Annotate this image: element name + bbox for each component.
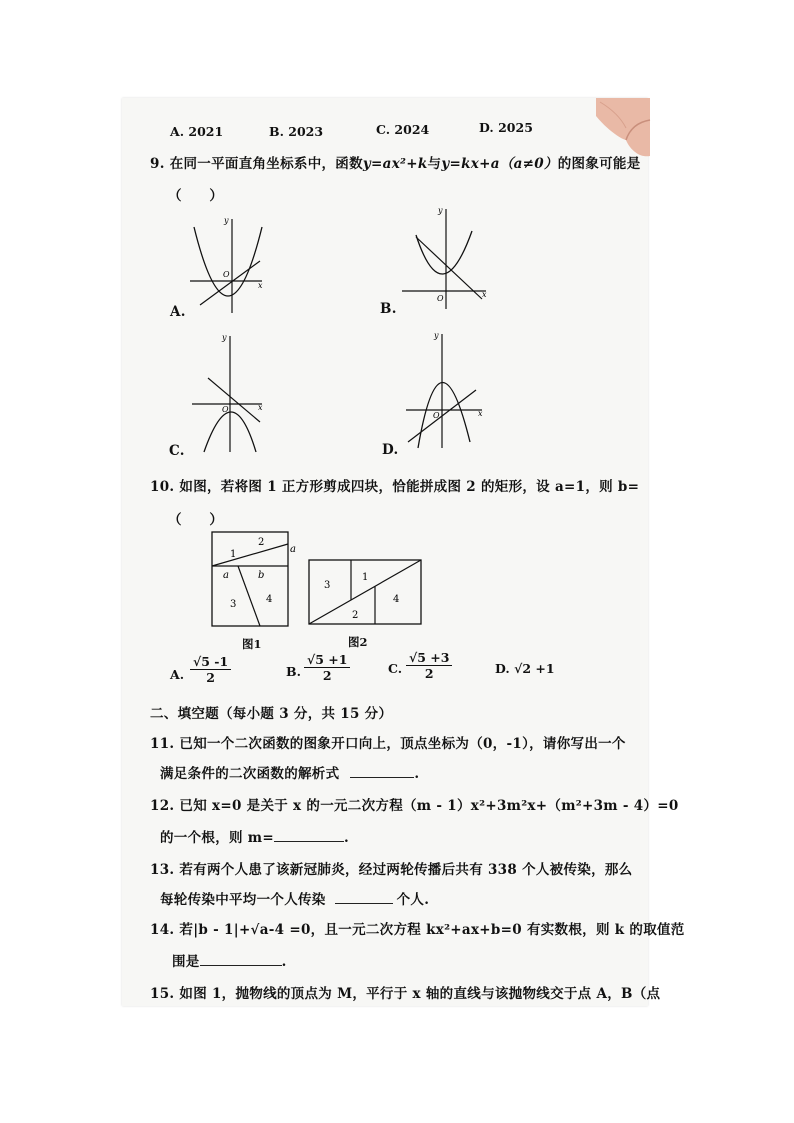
fig1-caption: 图1 — [242, 637, 262, 651]
q14-line-2 — [172, 950, 287, 970]
q14-answer-blank[interactable] — [200, 965, 282, 966]
finger-photo — [596, 98, 650, 158]
q9-answer-paren: （ ） — [168, 188, 224, 204]
q9-number: 9. — [150, 156, 165, 172]
q10-stem — [150, 475, 639, 495]
q9-stem-a: 在同一平面直角坐标系中，函数 — [169, 156, 363, 172]
q14-line-1 — [150, 918, 685, 938]
q10-figure-1 — [210, 530, 302, 630]
q10-stem-text: 如图，若将图 1 正方形剪成四块，恰能拼成图 2 的矩形，设 a=1，则 b= — [179, 479, 640, 495]
q13-line-2 — [160, 888, 429, 908]
q13-answer-blank[interactable] — [335, 903, 393, 904]
q8-option-c[interactable]: C. 2024 — [376, 122, 430, 137]
q9-connector: 与 — [427, 156, 442, 172]
fig1-piece-4: 4 — [266, 594, 273, 605]
q14-text-1: 若|b - 1|+√a-4 =0，且一元二次方程 kx²+ax+b=0 有实数根，则 k 的取值范 — [179, 922, 685, 938]
q9-func1: y=ax²+k — [362, 156, 428, 172]
graph-d-x-label: x — [478, 409, 483, 418]
graph-b-axes — [402, 209, 486, 309]
q14-end: . — [281, 954, 287, 970]
graph-a-label[interactable]: A. — [170, 304, 186, 320]
graph-a-line — [200, 261, 260, 305]
q8-option-a[interactable]: A. 2021 — [170, 124, 224, 139]
fig2-piece-1: 1 — [362, 572, 369, 583]
graph-d-origin: O — [433, 411, 440, 420]
q12-text-2: 的一个根，则 m= — [160, 830, 274, 846]
q11-number: 11. — [150, 736, 175, 752]
graph-a-y-label: y — [224, 216, 229, 225]
graph-c-x-label: x — [258, 403, 263, 412]
q14-number: 14. — [150, 922, 175, 938]
graph-c-y-label: y — [222, 333, 227, 342]
q10-option-d[interactable] — [495, 661, 555, 676]
q14-text-2: 围是 — [172, 954, 200, 970]
fig2-piece-2: 2 — [352, 610, 359, 621]
q13-line-1 — [150, 858, 632, 878]
q12-line-2 — [160, 826, 349, 846]
q12-end: . — [344, 830, 349, 846]
q9-stem — [150, 152, 641, 172]
q11-line-1 — [150, 732, 626, 752]
fig1-piece-3: 3 — [230, 599, 237, 610]
q15-number: 15. — [150, 986, 175, 1002]
fig2-piece-4: 4 — [393, 594, 400, 605]
graph-b-line — [416, 237, 482, 299]
graph-b-parabola — [416, 231, 472, 274]
q8-option-b[interactable]: B. 2023 — [269, 124, 324, 139]
graph-b[interactable] — [402, 205, 490, 310]
q12-text-1: 已知 x=0 是关于 x 的一元二次方程（m - 1）x²+3m²x+（m²+3m - 4）=0 — [179, 798, 679, 814]
graph-b-origin: O — [437, 294, 444, 303]
q13-number: 13. — [150, 862, 175, 878]
q13-text-2: 每轮传染中平均一个人传染 — [160, 892, 326, 908]
q10-option-a-letter[interactable]: A. — [170, 667, 185, 682]
q10-option-b[interactable] — [304, 652, 350, 683]
graph-a-x-label: x — [258, 281, 263, 290]
q10-option-a[interactable] — [190, 654, 231, 685]
fig2-piece-3: 3 — [324, 580, 331, 591]
q10-option-c-den: 2 — [424, 666, 434, 681]
q10-option-b-letter[interactable]: B. — [286, 664, 301, 679]
graph-c-label[interactable]: C. — [169, 443, 185, 459]
q12-number: 12. — [150, 798, 175, 814]
fig1-label-b: b — [258, 570, 265, 581]
q10-option-c-num: √5 +3 — [406, 650, 452, 666]
graph-d-parabola — [418, 382, 470, 448]
graph-a-parabola — [194, 227, 262, 296]
q10-option-c[interactable] — [406, 650, 452, 681]
graph-b-y-label: y — [438, 206, 443, 215]
q8-option-d[interactable]: D. 2025 — [479, 120, 533, 135]
graph-d-axes — [406, 334, 482, 448]
fig1-piece-2: 2 — [258, 537, 265, 548]
fig2-caption: 图2 — [348, 635, 368, 649]
section-2-title: 二、填空题（每小题 3 分，共 15 分） — [150, 706, 393, 722]
graph-b-label[interactable]: B. — [380, 301, 397, 317]
q11-text-1: 已知一个二次函数的图象开口向上，顶点坐标为（0，-1），请你写出一个 — [179, 736, 626, 752]
q10-option-d-text: √2 +1 — [514, 661, 555, 676]
graph-a-origin: O — [223, 270, 230, 279]
graph-a[interactable] — [188, 215, 270, 315]
graph-d-label[interactable]: D. — [382, 442, 399, 458]
graph-b-x-label: x — [482, 290, 487, 299]
q12-line-1 — [150, 794, 679, 814]
graph-d[interactable] — [404, 330, 488, 450]
q11-answer-blank[interactable] — [350, 777, 414, 778]
q13-end: 个人. — [396, 892, 430, 908]
q10-option-a-den: 2 — [206, 670, 215, 685]
graph-c-origin: O — [222, 405, 229, 414]
q10-option-c-letter[interactable]: C. — [388, 661, 403, 676]
fig1-piece-1: 1 — [230, 549, 237, 560]
q11-text-2: 满足条件的二次函数的解析式 — [160, 766, 340, 782]
q12-answer-blank[interactable] — [274, 841, 344, 842]
graph-a-axes — [190, 219, 262, 313]
q10-number: 10. — [150, 479, 175, 495]
fig1-label-a-bottom: a — [223, 570, 229, 581]
q11-end: . — [414, 766, 420, 782]
q9-stem-b: 的图象可能是 — [557, 156, 641, 172]
q10-option-b-den: 2 — [322, 668, 332, 683]
q10-option-d-letter: D. — [495, 661, 510, 676]
graph-c[interactable] — [190, 332, 270, 454]
q15-text-1: 如图 1，抛物线的顶点为 M，平行于 x 轴的直线与该抛物线交于点 A，B（点 — [179, 986, 661, 1002]
fig1-label-a-right: a — [290, 544, 296, 555]
q9-func2: y=kx+a（a≠0） — [441, 156, 558, 172]
graph-d-y-label: y — [434, 331, 439, 340]
graph-c-line — [208, 378, 260, 422]
q13-text-1: 若有两个人患了该新冠肺炎，经过两轮传播后共有 338 个人被传染，那么 — [179, 862, 633, 878]
q10-option-a-num: √5 -1 — [190, 654, 231, 670]
q11-line-2 — [160, 762, 419, 782]
q10-option-b-num: √5 +1 — [304, 652, 350, 668]
q10-figure-2 — [307, 558, 425, 628]
q15-line-1 — [150, 982, 660, 1002]
q10-answer-paren: （ ） — [168, 512, 224, 528]
